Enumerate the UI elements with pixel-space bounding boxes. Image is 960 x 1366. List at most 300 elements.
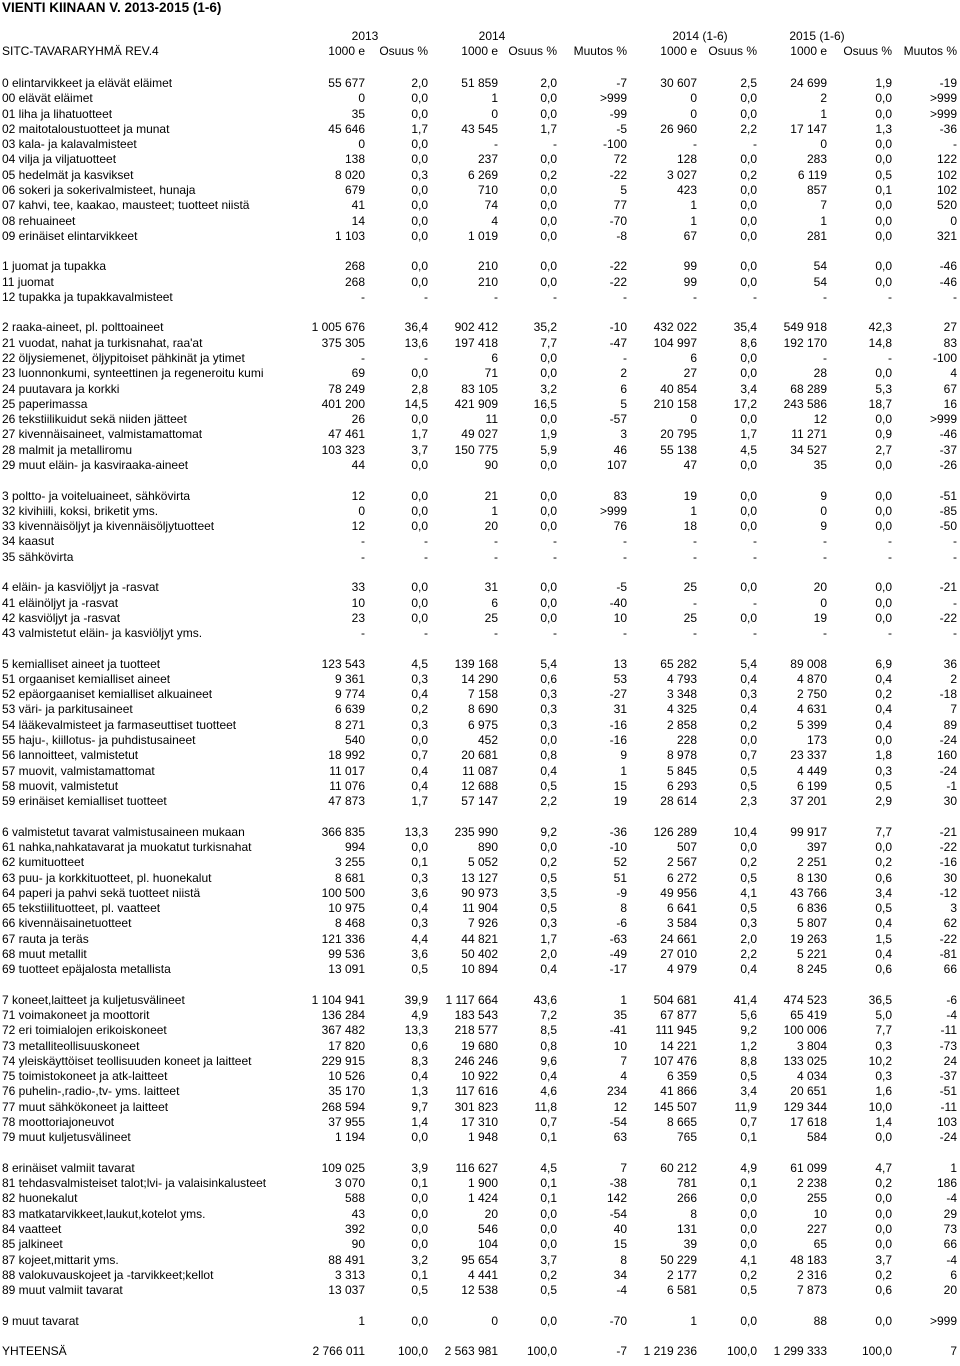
row-label: 06 sokeri ja sokerivalmisteet, hunaja bbox=[2, 182, 196, 197]
table-cell: -22 bbox=[609, 274, 627, 289]
table-cell: -24 bbox=[939, 763, 957, 778]
table-cell: -54 bbox=[609, 1206, 627, 1221]
table-cell: 4,5 bbox=[740, 442, 757, 457]
table-cell: 27 010 bbox=[660, 946, 697, 961]
table-cell: 0,2 bbox=[740, 855, 757, 870]
table-cell: -16 bbox=[609, 733, 627, 748]
table-cell: 367 482 bbox=[321, 1023, 365, 1038]
table-cell: 781 bbox=[676, 1176, 697, 1191]
table-cell: 0,5 bbox=[540, 870, 557, 885]
table-cell: 4 979 bbox=[666, 962, 697, 977]
table-cell: 0,0 bbox=[740, 106, 757, 121]
table-cell: 27 bbox=[683, 366, 697, 381]
table-cell: -51 bbox=[939, 1084, 957, 1099]
table-row bbox=[0, 718, 960, 733]
row-label: 78 moottoriajoneuvot bbox=[2, 1115, 115, 1130]
table-cell: 0,4 bbox=[540, 763, 557, 778]
table-cell: -36 bbox=[939, 121, 957, 136]
table-cell: - bbox=[753, 289, 757, 304]
table-cell: 0,0 bbox=[740, 1222, 757, 1236]
row-label: 26 tekstiilikuidut sekä niiden jätteet bbox=[2, 412, 187, 427]
table-cell: 14 290 bbox=[461, 671, 498, 686]
table-cell: 0,7 bbox=[540, 1115, 557, 1130]
table-cell: 6 bbox=[620, 381, 627, 396]
table-cell: 679 bbox=[344, 182, 365, 197]
table-cell: 283 bbox=[806, 152, 827, 167]
table-cell: 7 bbox=[620, 1053, 627, 1068]
table-cell: 102 bbox=[936, 167, 957, 182]
table-cell: 40 bbox=[613, 1222, 627, 1236]
table-cell: 173 bbox=[806, 733, 827, 748]
table-row bbox=[0, 871, 960, 886]
table-row bbox=[0, 825, 960, 840]
table-cell: - bbox=[494, 626, 498, 641]
table-cell: 0,2 bbox=[540, 167, 557, 182]
table-cell: 45 646 bbox=[328, 121, 365, 136]
table-cell: 8 130 bbox=[796, 870, 827, 885]
table-cell: 2 567 bbox=[666, 855, 697, 870]
row-label: 21 vuodat, nahat ja turkisnahat, raa'at bbox=[2, 335, 203, 350]
table-cell: 10 975 bbox=[328, 901, 365, 916]
row-label: 57 muovit, valmistamattomat bbox=[2, 763, 155, 778]
table-cell: 0,0 bbox=[875, 1237, 892, 1252]
table-cell: 0,2 bbox=[875, 687, 892, 702]
table-cell: 78 249 bbox=[328, 381, 365, 396]
table-row bbox=[0, 198, 960, 213]
table-row bbox=[0, 993, 960, 1008]
table-cell: 0,3 bbox=[411, 717, 428, 732]
table-cell: 2,0 bbox=[540, 946, 557, 961]
table-cell: 0,0 bbox=[540, 228, 557, 243]
table-cell: - bbox=[953, 289, 957, 304]
table-row bbox=[0, 1207, 960, 1222]
table-row bbox=[0, 886, 960, 901]
table-cell: 20 bbox=[813, 580, 827, 595]
table-cell: 4,6 bbox=[540, 1084, 557, 1099]
table-cell: 0,3 bbox=[540, 717, 557, 732]
table-cell: 0,6 bbox=[540, 671, 557, 686]
table-cell: 0,0 bbox=[875, 733, 892, 748]
table-cell: 1 900 bbox=[467, 1176, 498, 1191]
table-cell: - bbox=[693, 534, 697, 549]
row-label: 07 kahvi, tee, kaakao, mausteet; tuotteet niistä bbox=[2, 198, 250, 213]
table-cell: 9 bbox=[620, 748, 627, 763]
table-cell: 0,0 bbox=[411, 1222, 428, 1236]
table-cell: 0,0 bbox=[740, 610, 757, 625]
table-cell: -4 bbox=[946, 1191, 957, 1206]
table-cell: 710 bbox=[477, 182, 498, 197]
table-cell: 122 bbox=[936, 152, 957, 167]
table-cell: 4 631 bbox=[796, 702, 827, 717]
row-label: 5 kemialliset aineet ja tuotteet bbox=[2, 656, 161, 671]
table-row bbox=[0, 122, 960, 137]
table-cell: - bbox=[693, 137, 697, 152]
row-label: 24 puutavara ja korkki bbox=[2, 381, 120, 396]
table-cell: 9 361 bbox=[334, 671, 365, 686]
row-label: 1 juomat ja tupakka bbox=[2, 259, 107, 274]
table-cell: 0,0 bbox=[540, 274, 557, 289]
table-cell: 890 bbox=[477, 840, 498, 854]
table-cell: 99 917 bbox=[790, 824, 827, 839]
table-cell: 0,0 bbox=[875, 366, 892, 381]
table-cell: -41 bbox=[609, 1023, 627, 1038]
table-cell: 26 bbox=[351, 412, 365, 427]
table-cell: 1 bbox=[620, 992, 627, 1007]
table-row bbox=[0, 91, 960, 106]
table-cell: 2,3 bbox=[740, 794, 757, 809]
table-cell: 0,0 bbox=[411, 840, 428, 854]
row-label: 69 tuotteet epäjalosta metallista bbox=[2, 962, 171, 977]
table-cell: 1,4 bbox=[411, 1115, 428, 1130]
table-cell: 100,0 bbox=[861, 1344, 892, 1359]
row-label: 09 erinäiset elintarvikkeet bbox=[2, 228, 138, 243]
table-cell: -11 bbox=[940, 1099, 957, 1114]
table-cell: 1 019 bbox=[467, 228, 498, 243]
row-label: 23 luonnonkumi, synteettinen ja regeneroitu kumi bbox=[2, 366, 264, 381]
table-cell: - bbox=[823, 351, 827, 366]
table-cell: - bbox=[953, 626, 957, 641]
table-cell: 0 bbox=[820, 595, 827, 610]
table-cell: 13,3 bbox=[404, 1023, 428, 1038]
table-cell: 0,3 bbox=[411, 870, 428, 885]
table-cell: 2,0 bbox=[411, 76, 428, 90]
table-cell: 0 bbox=[690, 106, 697, 121]
table-cell: 0,5 bbox=[740, 778, 757, 793]
table-cell: 268 594 bbox=[321, 1099, 365, 1114]
table-cell: 12 538 bbox=[461, 1283, 498, 1298]
table-cell: 5 bbox=[620, 396, 627, 411]
table-cell: 0 bbox=[491, 1313, 498, 1328]
table-cell: 72 bbox=[613, 152, 627, 167]
table-cell: 39 bbox=[683, 1237, 697, 1252]
table-cell: - bbox=[494, 534, 498, 549]
table-cell: 11 076 bbox=[329, 778, 365, 793]
table-row bbox=[0, 366, 960, 381]
table-cell: 0,0 bbox=[740, 274, 757, 289]
col-header: Osuus % bbox=[843, 44, 892, 58]
table-cell: 3,9 bbox=[411, 1160, 428, 1175]
table-cell: 14 bbox=[351, 213, 365, 228]
table-cell: 0,0 bbox=[875, 1206, 892, 1221]
table-cell: 183 543 bbox=[454, 1008, 498, 1023]
table-cell: - bbox=[823, 626, 827, 641]
table-cell: 19 263 bbox=[790, 931, 827, 946]
row-label: 63 puu- ja korkkituotteet, pl. huonekalut bbox=[2, 870, 212, 885]
table-cell: 0,4 bbox=[411, 778, 428, 793]
table-cell: -18 bbox=[939, 687, 957, 702]
table-cell: 104 997 bbox=[653, 335, 697, 350]
table-cell: 0,0 bbox=[875, 91, 892, 106]
table-cell: 109 025 bbox=[321, 1160, 365, 1175]
table-cell: - bbox=[953, 595, 957, 610]
table-cell: - bbox=[623, 549, 627, 564]
table-cell: 0,0 bbox=[411, 274, 428, 289]
table-cell: 546 bbox=[477, 1222, 498, 1236]
table-cell: 588 bbox=[344, 1191, 365, 1206]
table-cell: 1,4 bbox=[875, 1115, 892, 1130]
row-label: 4 eläin- ja kasviöljyt ja -rasvat bbox=[2, 580, 159, 595]
year-2013: 2013 bbox=[351, 29, 379, 43]
row-label: YHTEENSÄ bbox=[2, 1344, 67, 1359]
table-cell: 0,0 bbox=[411, 1237, 428, 1252]
table-cell: 2,9 bbox=[875, 794, 892, 809]
table-row bbox=[0, 1253, 960, 1268]
spacer-row bbox=[0, 305, 960, 320]
table-cell: 7 bbox=[820, 198, 827, 213]
table-cell: 0,6 bbox=[411, 1038, 428, 1053]
table-cell: 994 bbox=[344, 840, 365, 854]
table-cell: 16 bbox=[943, 396, 957, 411]
table-cell: - bbox=[753, 549, 757, 564]
table-cell: 0,0 bbox=[411, 488, 428, 503]
table-row bbox=[0, 320, 960, 335]
table-cell: 65 bbox=[813, 1237, 827, 1252]
table-cell: 0,0 bbox=[875, 1313, 892, 1328]
table-cell: 100,0 bbox=[397, 1344, 428, 1359]
table-cell: 0,0 bbox=[540, 610, 557, 625]
table-cell: 5,4 bbox=[740, 656, 757, 671]
row-label: 28 malmit ja metalliromu bbox=[2, 442, 133, 457]
table-cell: 0 bbox=[491, 106, 498, 121]
table-cell: 0,0 bbox=[411, 595, 428, 610]
table-row bbox=[0, 687, 960, 702]
table-cell: 210 158 bbox=[653, 396, 697, 411]
row-label: 29 muut eläin- ja kasviraaka-aineet bbox=[2, 458, 189, 472]
table-cell: 103 bbox=[936, 1115, 957, 1130]
spacer-row bbox=[0, 1298, 960, 1313]
table-cell: 14,8 bbox=[868, 335, 892, 350]
table-cell: 0 bbox=[358, 91, 365, 106]
table-cell: 0,3 bbox=[740, 687, 757, 702]
table-cell: 234 bbox=[606, 1084, 627, 1099]
table-cell: 474 523 bbox=[783, 992, 827, 1007]
table-cell: 77 bbox=[613, 198, 627, 213]
table-cell: 1,7 bbox=[540, 931, 557, 946]
spacer-row bbox=[0, 1329, 960, 1344]
table-cell: 0,0 bbox=[875, 840, 892, 854]
table-cell: 0 bbox=[358, 503, 365, 518]
table-cell: -40 bbox=[609, 595, 627, 610]
table-cell: 540 bbox=[344, 733, 365, 748]
table-cell: 0,6 bbox=[875, 962, 892, 977]
table-cell: -54 bbox=[609, 1115, 627, 1130]
table-cell: 48 183 bbox=[790, 1252, 827, 1267]
table-cell: 584 bbox=[806, 1130, 827, 1145]
table-cell: 20 bbox=[943, 1283, 957, 1298]
table-cell: -37 bbox=[939, 1069, 957, 1084]
table-cell: 89 bbox=[943, 717, 957, 732]
table-cell: -21 bbox=[939, 580, 957, 595]
table-cell: 14,5 bbox=[404, 396, 428, 411]
table-cell: 3 313 bbox=[334, 1267, 365, 1282]
table-cell: 0,0 bbox=[411, 213, 428, 228]
table-cell: 25 bbox=[683, 580, 697, 595]
table-cell: 33 bbox=[351, 580, 365, 595]
row-label: 08 rehuaineet bbox=[2, 213, 76, 228]
table-cell: 0,3 bbox=[740, 916, 757, 931]
row-label: 51 orgaaniset kemialliset aineet bbox=[2, 671, 171, 686]
table-cell: 8,8 bbox=[740, 1053, 757, 1068]
table-cell: 2 766 011 bbox=[312, 1344, 365, 1359]
table-cell: 0,0 bbox=[411, 1130, 428, 1145]
table-cell: 47 873 bbox=[328, 794, 365, 809]
table-cell: 0,5 bbox=[411, 962, 428, 977]
table-cell: 10 922 bbox=[461, 1069, 498, 1084]
table-cell: 3 584 bbox=[666, 916, 697, 931]
table-cell: -5 bbox=[616, 121, 627, 136]
table-cell: 8 690 bbox=[467, 702, 498, 717]
table-cell: 392 bbox=[344, 1222, 365, 1236]
table-cell: 68 289 bbox=[790, 381, 827, 396]
table-cell: 11 904 bbox=[462, 901, 498, 916]
table-cell: 9 bbox=[820, 519, 827, 534]
row-label: 77 muut sähkökoneet ja laitteet bbox=[2, 1099, 169, 1114]
table-cell: 0,0 bbox=[740, 519, 757, 534]
table-cell: 3 027 bbox=[666, 167, 697, 182]
table-cell: 0,0 bbox=[875, 1222, 892, 1236]
table-cell: 0,0 bbox=[740, 351, 757, 366]
table-row bbox=[0, 427, 960, 442]
table-cell: 421 909 bbox=[454, 396, 498, 411]
table-cell: 237 bbox=[477, 152, 498, 167]
spacer-row bbox=[0, 1146, 960, 1161]
table-cell: 1 424 bbox=[467, 1191, 498, 1206]
table-row bbox=[0, 1039, 960, 1054]
table-cell: 18 bbox=[683, 519, 697, 534]
table-cell: 2 177 bbox=[666, 1267, 697, 1282]
table-cell: 90 973 bbox=[461, 885, 498, 900]
table-cell: 4,1 bbox=[740, 885, 757, 900]
table-cell: -22 bbox=[939, 931, 957, 946]
table-cell: 0,0 bbox=[540, 580, 557, 595]
table-cell: 432 022 bbox=[653, 320, 697, 335]
table-cell: 43 bbox=[351, 1206, 365, 1221]
table-cell: 0,4 bbox=[875, 916, 892, 931]
table-cell: 145 507 bbox=[653, 1099, 697, 1114]
table-cell: 0,0 bbox=[411, 137, 428, 152]
row-label: 01 liha ja lihatuotteet bbox=[2, 106, 113, 121]
row-label: 12 tupakka ja tupakkavalmisteet bbox=[2, 289, 173, 304]
table-row bbox=[0, 916, 960, 931]
table-cell: 18 992 bbox=[328, 748, 365, 763]
table-cell: 36,4 bbox=[404, 320, 428, 335]
table-row bbox=[0, 1161, 960, 1176]
table-cell: 6 269 bbox=[467, 167, 498, 182]
table-cell: 197 418 bbox=[454, 335, 498, 350]
table-cell: -17 bbox=[609, 962, 627, 977]
table-cell: 6 581 bbox=[666, 1283, 697, 1298]
table-cell: 3,6 bbox=[411, 946, 428, 961]
table-cell: 9 bbox=[820, 488, 827, 503]
table-cell: 11 017 bbox=[329, 763, 365, 778]
table-cell: 47 bbox=[683, 458, 697, 472]
table-cell: 1,7 bbox=[411, 121, 428, 136]
table-cell: 0,8 bbox=[540, 748, 557, 763]
table-cell: 66 bbox=[943, 962, 957, 977]
table-cell: 0,0 bbox=[540, 1237, 557, 1252]
table-cell: 7 873 bbox=[796, 1283, 827, 1298]
table-cell: 375 305 bbox=[321, 335, 365, 350]
table-cell: 9,2 bbox=[740, 1023, 757, 1038]
table-cell: -10 bbox=[609, 840, 627, 854]
table-row bbox=[0, 1191, 960, 1206]
table-cell: -22 bbox=[609, 259, 627, 274]
table-cell: - bbox=[888, 534, 892, 549]
col-header: Muutos % bbox=[903, 44, 957, 58]
table-cell: - bbox=[623, 626, 627, 641]
table-cell: 44 821 bbox=[461, 931, 498, 946]
table-cell: 31 bbox=[484, 580, 498, 595]
table-cell: 0,0 bbox=[740, 458, 757, 472]
table-cell: -70 bbox=[609, 1313, 627, 1328]
table-cell: 11 087 bbox=[462, 763, 498, 778]
table-cell: 0,2 bbox=[540, 855, 557, 870]
table-cell: 17 147 bbox=[790, 121, 827, 136]
row-label: 61 nahka,nahkatavarat ja muokatut turkisnahat bbox=[2, 840, 252, 854]
table-cell: 40 854 bbox=[660, 381, 697, 396]
table-cell: 90 bbox=[484, 458, 498, 472]
table-cell: -4 bbox=[946, 1252, 957, 1267]
table-cell: -27 bbox=[609, 687, 627, 702]
table-cell: 0 bbox=[820, 137, 827, 152]
table-cell: 210 bbox=[477, 274, 498, 289]
table-row bbox=[0, 259, 960, 274]
table-cell: 4 bbox=[950, 366, 957, 381]
table-cell: 0,0 bbox=[411, 1206, 428, 1221]
table-cell: 5 bbox=[620, 182, 627, 197]
row-label: 59 erinäiset kemialliset tuotteet bbox=[2, 794, 167, 809]
table-cell: 0,0 bbox=[411, 259, 428, 274]
table-cell: 1 194 bbox=[334, 1130, 365, 1145]
table-cell: 0,4 bbox=[875, 702, 892, 717]
table-cell: 42,3 bbox=[868, 320, 892, 335]
table-cell: 34 527 bbox=[790, 442, 827, 457]
table-cell: 30 bbox=[943, 794, 957, 809]
table-cell: 1 219 236 bbox=[643, 1344, 697, 1359]
table-cell: -63 bbox=[609, 931, 627, 946]
row-label: 55 haju-, kiillotus- ja puhdistusaineet bbox=[2, 733, 196, 748]
table-cell: 0,0 bbox=[411, 152, 428, 167]
table-cell: 2 bbox=[620, 366, 627, 381]
table-cell: -70 bbox=[609, 213, 627, 228]
table-cell: 17 310 bbox=[461, 1115, 498, 1130]
table-cell: 0,9 bbox=[875, 427, 892, 442]
table-cell: 5 845 bbox=[666, 763, 697, 778]
table-cell: -24 bbox=[939, 733, 957, 748]
table-cell: 160 bbox=[936, 748, 957, 763]
table-cell: - bbox=[623, 289, 627, 304]
table-cell: 0,6 bbox=[875, 1283, 892, 1298]
table-cell: 0,1 bbox=[540, 1176, 557, 1191]
table-cell: 117 616 bbox=[455, 1084, 498, 1099]
table-cell: 0,0 bbox=[875, 595, 892, 610]
table-cell: -19 bbox=[939, 76, 957, 90]
table-cell: 89 008 bbox=[790, 656, 827, 671]
table-cell: 2 316 bbox=[796, 1267, 827, 1282]
table-cell: - bbox=[494, 289, 498, 304]
table-cell: 3,7 bbox=[875, 1252, 892, 1267]
table-cell: - bbox=[823, 289, 827, 304]
table-cell: - bbox=[823, 549, 827, 564]
table-cell: -46 bbox=[939, 259, 957, 274]
table-row bbox=[0, 137, 960, 152]
table-cell: -26 bbox=[939, 458, 957, 472]
table-cell: -57 bbox=[609, 412, 627, 427]
table-cell: 7 bbox=[620, 1160, 627, 1175]
table-cell: 3,6 bbox=[411, 885, 428, 900]
table-cell: 321 bbox=[936, 228, 957, 243]
table-cell: 54 bbox=[813, 274, 827, 289]
